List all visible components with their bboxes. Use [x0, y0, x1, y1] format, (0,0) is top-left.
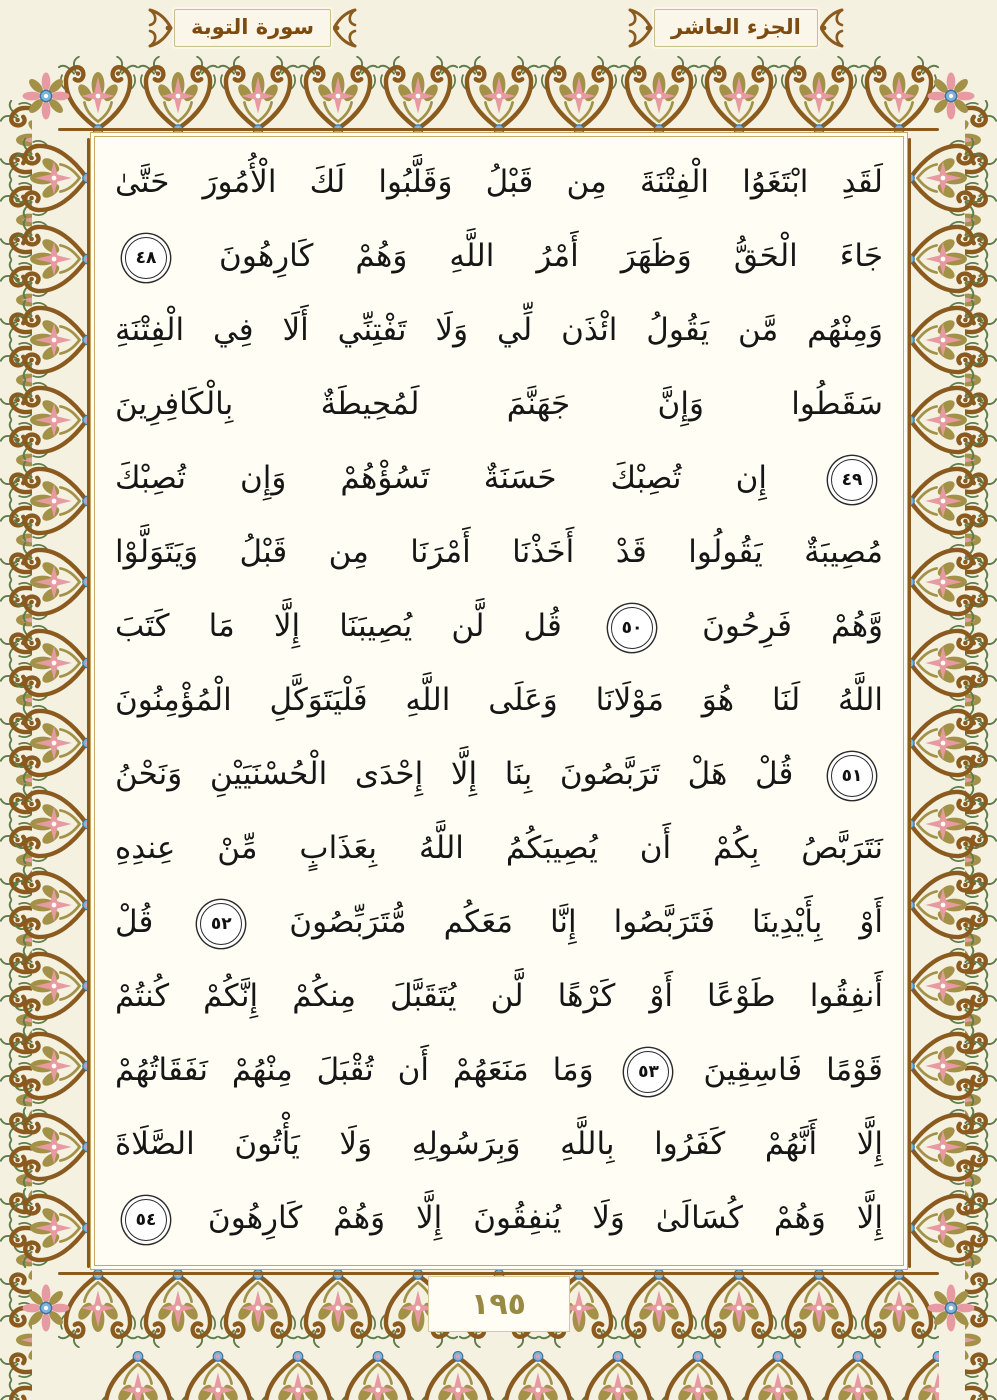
border-heart-motif — [258, 1350, 338, 1400]
quran-line-4 — [115, 367, 883, 441]
border-heart-motif — [818, 1350, 898, 1400]
verse-text: قُل لَّن يُصِيبَنَا إِلَّا مَا كَتَبَ — [115, 608, 562, 644]
border-heart-motif — [14, 461, 94, 541]
verse-text: لَقَدِ ابْتَغَوُا الْفِتْنَةَ مِن قَبْلُ وَقَلَّبُوا لَكَ الْأُمُورَ حَتَّىٰ — [115, 164, 883, 200]
border-heart-motif — [14, 1188, 94, 1268]
verse-text: سَقَطُوا وَإِنَّ جَهَنَّمَ لَمُحِيطَةٌ بِالْكَافِرِينَ — [115, 386, 883, 422]
quran-line-1 — [115, 145, 883, 219]
verse-text: اللَّهُ لَنَا هُوَ مَوْلَانَا وَعَلَى اللَّهِ فَلْيَتَوَكَّلِ الْمُؤْمِنُونَ — [115, 682, 883, 718]
border-heart-motif — [459, 56, 539, 136]
border-heart-motif — [619, 1268, 699, 1348]
ornament-brace-icon — [818, 6, 844, 50]
border-heart-motif — [903, 1188, 983, 1268]
verse-text: نَتَرَبَّصُ بِكُمْ أَن يُصِيبَكُمُ اللَّهُ بِعَذَابٍ مِّنْ عِندِهِ — [115, 830, 883, 866]
verse-text: أَوْ بِأَيْدِينَا فَتَرَبَّصُوا إِنَّا مَعَكُم مُّتَرَبِّصُونَ — [289, 904, 883, 940]
ayah-end-marker: ٥١ — [831, 755, 873, 797]
border-heart-motif — [578, 1350, 658, 1400]
verse-text: وَمِنْهُم مَّن يَقُولُ ائْذَن لِّي وَلَا تَفْتِنِّي أَلَا فِي الْفِتْنَةِ — [115, 312, 883, 348]
corner-rosette-icon — [927, 72, 975, 120]
ayah-end-marker: ٤٨ — [125, 237, 167, 279]
juz-name-label: الجزء العاشر — [671, 15, 801, 40]
border-edge-line-bottom — [58, 1272, 939, 1275]
border-heart-motif — [58, 1268, 138, 1348]
border-heart-motif — [14, 784, 94, 864]
border-heart-motif — [14, 865, 94, 945]
quran-line-10 — [115, 811, 883, 885]
border-heart-motif — [138, 56, 218, 136]
surah-name-label: سورة التوبة — [191, 15, 315, 40]
border-heart-motif — [903, 300, 983, 380]
border-heart-motif — [178, 1350, 258, 1400]
page-number-label: ١٩٥ — [471, 1286, 526, 1322]
verse-text: قُلْ — [115, 904, 154, 940]
quran-line-7 — [115, 589, 883, 663]
border-heart-motif — [0, 1380, 32, 1400]
border-heart-motif — [619, 56, 699, 136]
border-heart-motif — [298, 1268, 378, 1348]
surah-name-badge — [148, 6, 357, 50]
border-heart-motif — [903, 219, 983, 299]
verse-text: وَمَا مَنَعَهُمْ أَن تُقْبَلَ مِنْهُمْ نَفَقَاتُهُمْ — [115, 1052, 594, 1088]
border-heart-motif — [14, 1107, 94, 1187]
border-right — [903, 138, 983, 1268]
border-heart-motif — [898, 1350, 939, 1400]
border-heart-motif — [14, 300, 94, 380]
verse-text: مُصِيبَةٌ يَقُولُوا قَدْ أَخَذْنَا أَمْرَنَا مِن قَبْلُ وَيَتَوَلَّوْا — [115, 534, 883, 570]
border-heart-motif — [903, 542, 983, 622]
border-heart-motif — [98, 1350, 178, 1400]
border-heart-motif — [14, 138, 94, 218]
border-edge-line-left — [87, 138, 90, 1268]
border-heart-motif — [903, 138, 983, 218]
border-heart-motif — [903, 946, 983, 1026]
border-heart-motif — [903, 703, 983, 783]
ornament-brace-icon — [628, 6, 654, 50]
verse-text: أَنفِقُوا طَوْعًا أَوْ كَرْهًا لَّن يُتَقَبَّلَ مِنكُمْ إِنَّكُمْ كُنتُمْ — [115, 978, 883, 1014]
border-heart-motif — [903, 461, 983, 541]
border-heart-motif — [218, 1268, 298, 1348]
ornament-brace-icon — [331, 6, 357, 50]
border-heart-motif — [779, 56, 859, 136]
border-edge-line-top — [58, 128, 939, 131]
border-heart-motif — [699, 1268, 779, 1348]
border-heart-motif — [498, 1350, 578, 1400]
ayah-end-marker: ٤٩ — [831, 459, 873, 501]
border-heart-motif — [138, 1268, 218, 1348]
border-heart-motif — [218, 56, 298, 136]
border-heart-motif — [539, 56, 619, 136]
border-heart-motif — [298, 56, 378, 136]
quran-line-13 — [115, 1033, 883, 1107]
quran-line-11 — [115, 885, 883, 959]
border-heart-motif — [699, 56, 779, 136]
border-heart-motif — [418, 1350, 498, 1400]
ayah-end-marker: ٥٠ — [611, 607, 653, 649]
verse-text: قُلْ هَلْ تَرَبَّصُونَ بِنَا إِلَّا إِحْدَى الْحُسْنَيَيْنِ وَنَحْنُ — [115, 756, 794, 792]
border-heart-motif — [779, 1268, 859, 1348]
border-heart-motif — [903, 1026, 983, 1106]
border-heart-motif — [903, 380, 983, 460]
quran-text-block — [115, 145, 883, 1257]
ayah-end-marker: ٥٤ — [125, 1199, 167, 1241]
border-heart-motif — [14, 623, 94, 703]
verse-text: قَوْمًا فَاسِقِينَ — [703, 1052, 883, 1088]
border-edge-line-right — [908, 138, 911, 1268]
border-heart-motif — [58, 56, 138, 136]
border-heart-motif — [378, 56, 458, 136]
border-heart-motif — [14, 1026, 94, 1106]
ayah-end-marker: ٥٣ — [627, 1051, 669, 1093]
border-outer-bottom — [58, 1350, 939, 1400]
border-heart-motif — [14, 219, 94, 299]
quran-line-14 — [115, 1107, 883, 1181]
border-heart-motif — [903, 865, 983, 945]
border-heart-motif — [14, 380, 94, 460]
text-frame — [94, 136, 904, 1266]
border-heart-motif — [903, 623, 983, 703]
border-heart-motif — [14, 703, 94, 783]
quran-line-2 — [115, 219, 883, 293]
page-number-badge — [428, 1276, 570, 1332]
verse-text: جَاءَ الْحَقُّ وَظَهَرَ أَمْرُ اللَّهِ وَهُمْ كَارِهُونَ — [219, 238, 883, 274]
corner-rosette-icon — [22, 72, 70, 120]
quran-line-3 — [115, 293, 883, 367]
quran-line-6 — [115, 515, 883, 589]
border-left — [14, 138, 94, 1268]
quran-line-8 — [115, 663, 883, 737]
quran-line-9 — [115, 737, 883, 811]
border-heart-motif — [338, 1350, 418, 1400]
border-heart-motif — [965, 1380, 997, 1400]
corner-rosette-icon — [22, 1284, 70, 1332]
border-heart-motif — [738, 1350, 818, 1400]
quran-line-12 — [115, 959, 883, 1033]
border-top — [58, 56, 939, 136]
verse-text: إِلَّا وَهُمْ كُسَالَىٰ وَلَا يُنفِقُونَ إِلَّا وَهُمْ كَارِهُونَ — [207, 1200, 883, 1236]
ornament-brace-icon — [148, 6, 174, 50]
verse-text: إِلَّا أَنَّهُمْ كَفَرُوا بِاللَّهِ وَبِرَسُولِهِ وَلَا يَأْتُونَ الصَّلَاةَ — [115, 1126, 883, 1162]
border-heart-motif — [903, 784, 983, 864]
ayah-end-marker: ٥٢ — [200, 903, 242, 945]
border-heart-motif — [14, 946, 94, 1026]
juz-name-badge — [628, 6, 844, 50]
border-heart-motif — [14, 542, 94, 622]
corner-rosette-icon — [927, 1284, 975, 1332]
border-heart-motif — [658, 1350, 738, 1400]
verse-text: وَّهُمْ فَرِحُونَ — [702, 608, 884, 644]
quran-line-5 — [115, 441, 883, 515]
quran-line-15 — [115, 1181, 883, 1255]
verse-text: إِن تُصِبْكَ حَسَنَةٌ تَسُؤْهُمْ وَإِن تُصِبْكَ — [115, 460, 767, 496]
border-heart-motif — [903, 1107, 983, 1187]
